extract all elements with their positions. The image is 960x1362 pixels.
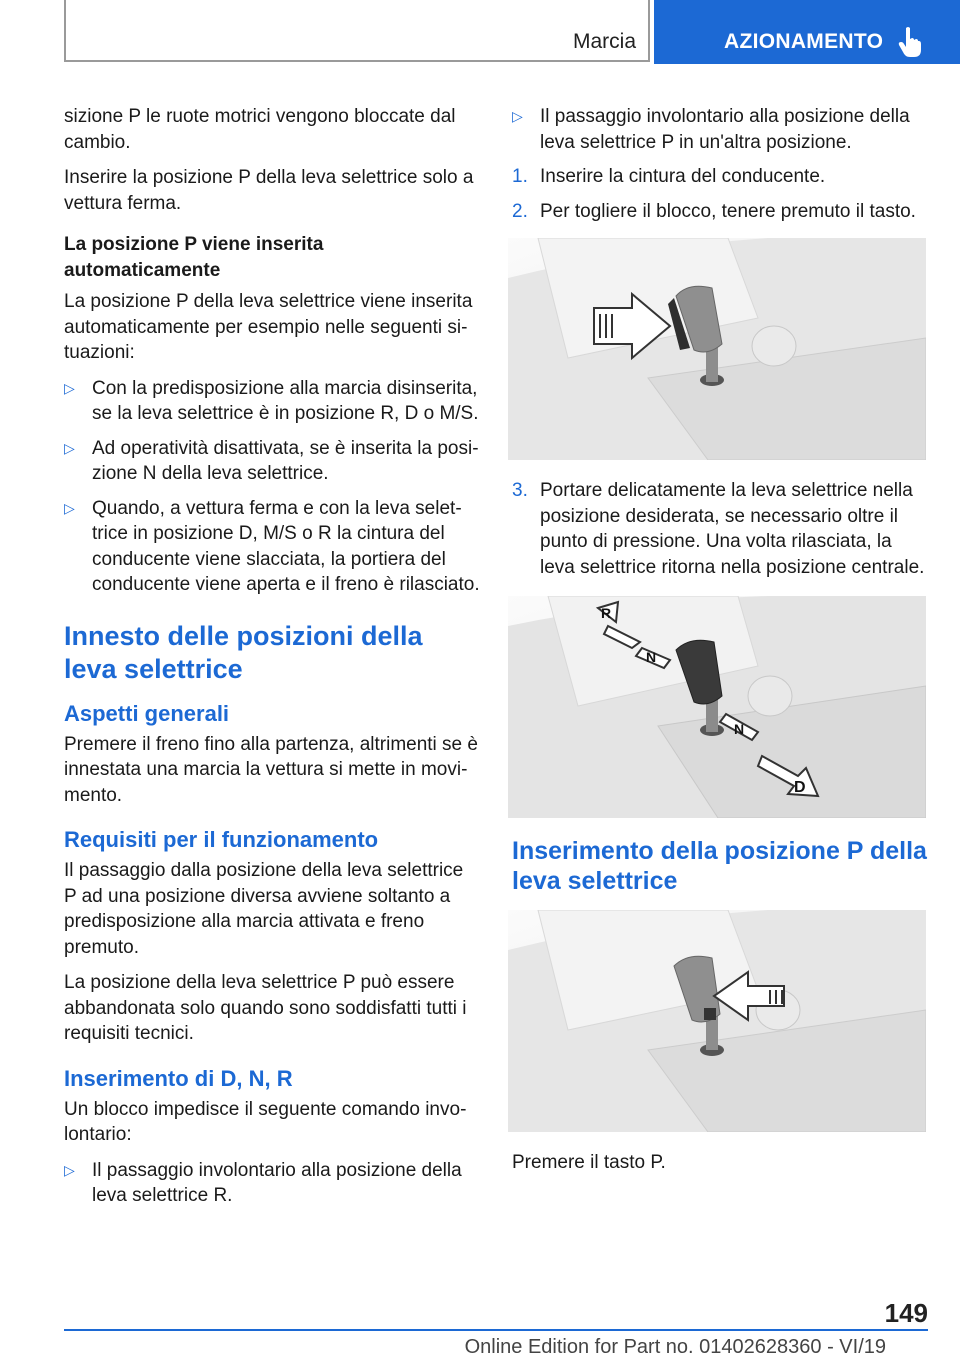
gear-lever-icon bbox=[508, 910, 926, 1132]
list-item bbox=[64, 436, 480, 487]
hand-pointer-icon bbox=[898, 26, 922, 58]
paragraph: sizione P le ruote motrici vengono bloccate dal cambio. bbox=[64, 106, 456, 153]
step-number: 2. bbox=[512, 200, 528, 222]
bullet-list bbox=[512, 104, 928, 155]
gear-label-r: R bbox=[601, 605, 612, 621]
list-item bbox=[512, 104, 928, 155]
paragraph: Premere il freno fino alla partenza, altrimenti se è innestata una marcia la vettura si mette in movimento. bbox=[64, 733, 478, 806]
list-item bbox=[64, 496, 480, 598]
triangle-bullet-icon: ▷ bbox=[64, 439, 75, 456]
triangle-bullet-icon: ▷ bbox=[512, 108, 523, 124]
gear-lever-icon bbox=[508, 238, 926, 460]
gear-label-n: N bbox=[734, 721, 745, 737]
step-item bbox=[512, 164, 928, 190]
paragraph: Un blocco impedisce il seguente comando involontario: bbox=[64, 1098, 467, 1145]
list-item bbox=[64, 1158, 480, 1209]
bullet-list bbox=[64, 1158, 480, 1209]
step-text: Portare delicatamente la leva selettrice nella posizione desiderata, se necessario oltre il punto di pressione. Una volta rilasciata, la leva selettrice ritorna nella posizione centrale. bbox=[540, 480, 925, 578]
subheading: La posizione P viene inserita automaticamente bbox=[64, 234, 324, 281]
triangle-bullet-icon: ▷ bbox=[64, 1161, 75, 1178]
section-heading: Inserimento della posizione P della leva selettrice bbox=[512, 837, 927, 895]
triangle-bullet-icon: ▷ bbox=[64, 499, 75, 516]
step-item bbox=[512, 478, 928, 580]
step-list bbox=[512, 478, 928, 580]
list-item-text: Con la predisposizione alla marcia disinserita, se la leva selettrice è in posizione R, D o M/S. bbox=[92, 377, 479, 424]
paragraph: Il passaggio dalla posizione della leva selettrice P ad una posizione diversa avviene soltanto a predisposizione alla marcia attivata e freno premuto. bbox=[64, 860, 464, 958]
page-number: 149 bbox=[884, 1298, 928, 1328]
list-item-text: Ad operatività disattivata, se è inserita la posizione N della leva selettrice. bbox=[92, 437, 479, 484]
list-item-text: Il passaggio involontario alla posizione della leva selettrice P in un'altra posizione. bbox=[540, 106, 910, 153]
gear-selector-illustration-positions bbox=[508, 596, 926, 818]
footer-divider bbox=[64, 1329, 928, 1331]
chapter-title: AZIONAMENTO bbox=[724, 30, 884, 53]
list-item bbox=[64, 376, 480, 427]
left-column bbox=[64, 104, 480, 1218]
step-list bbox=[512, 164, 928, 224]
page-header bbox=[0, 0, 960, 66]
list-item-text: Quando, a vettura ferma e con la leva selettrice in posizione D, M/S o R la cintura del conducente viene slacciata, la portiera del conducente viene aperta e il freno è rilasciato. bbox=[92, 497, 480, 595]
bullet-list bbox=[64, 376, 480, 598]
gear-label-n: N bbox=[646, 649, 657, 665]
chapter-tab[interactable] bbox=[654, 0, 960, 64]
gear-selector-illustration-unlock bbox=[508, 238, 926, 460]
step-text: Inserire la cintura del conducente. bbox=[540, 166, 826, 187]
paragraph: La posizione della leva selettrice P può essere abbandonata solo quando sono soddisfatti tutti i requisiti tecnici. bbox=[64, 972, 467, 1044]
figure-caption: Premere il tasto P. bbox=[512, 1152, 666, 1173]
section-title: Marcia bbox=[572, 30, 636, 53]
subsection-heading: Requisiti per il funzionamento bbox=[64, 827, 379, 852]
subsection-heading: Inserimento di D, N, R bbox=[64, 1065, 293, 1091]
step-number: 3. bbox=[512, 480, 528, 501]
step-item bbox=[512, 199, 928, 225]
paragraph: La posizione P della leva selettrice viene inserita automaticamente per esempio nelle seguenti situazioni: bbox=[64, 291, 473, 363]
gear-label-d: D bbox=[794, 779, 806, 796]
step-text: Per togliere il blocco, tenere premuto il tasto. bbox=[540, 200, 916, 222]
header-frame bbox=[64, 0, 650, 62]
right-column bbox=[512, 104, 928, 1186]
triangle-bullet-icon: ▷ bbox=[64, 379, 75, 396]
footer-edition: Online Edition for Part no. 01402628360 - VI/19 bbox=[464, 1336, 886, 1358]
subsection-heading: Aspetti generali bbox=[64, 700, 230, 726]
gear-selector-illustration-park bbox=[508, 910, 926, 1132]
section-heading: Innesto delle posizioni della leva selettrice bbox=[64, 620, 423, 684]
step-number: 1. bbox=[512, 166, 528, 187]
gear-lever-icon bbox=[508, 596, 926, 818]
paragraph: Inserire la posizione P della leva selettrice solo a vettura ferma. bbox=[64, 167, 474, 214]
list-item-text: Il passaggio involontario alla posizione della leva selettrice R. bbox=[92, 1159, 462, 1206]
